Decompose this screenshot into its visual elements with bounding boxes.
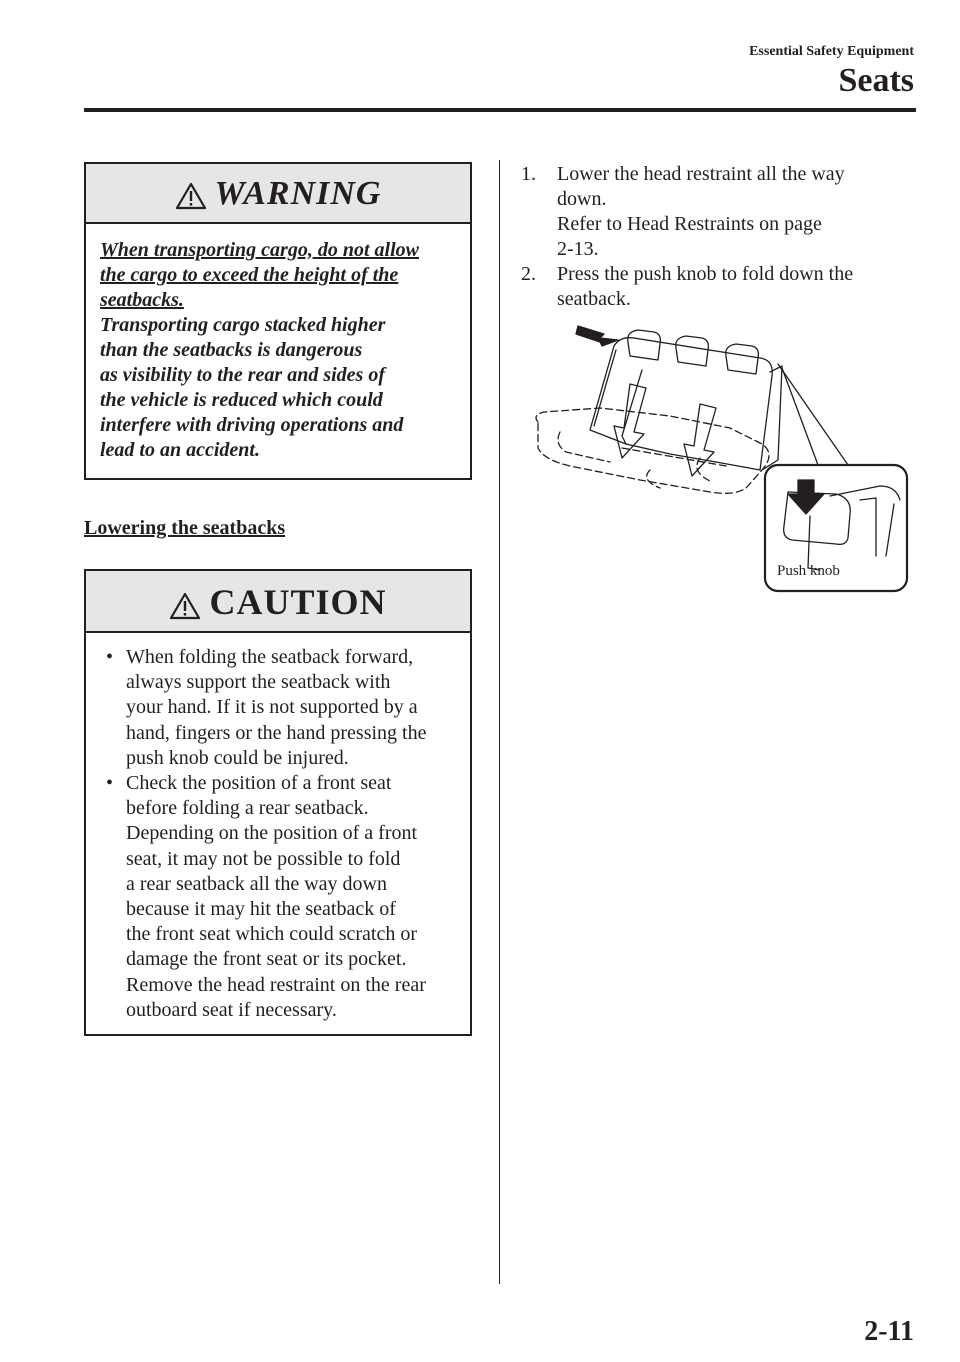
caution-item [94,771,464,1023]
step-line: Refer to Head Restraints on page [557,213,822,235]
step-line: Lower the head restraint all the way [557,163,845,185]
warning-line: interfere with driving operations and [100,414,404,436]
caution-line: Remove the head restraint on the rear [126,973,426,996]
column-divider [499,160,500,1284]
page-title: Seats [838,62,914,99]
step-line: 2-13. [557,238,599,260]
caution-line: before folding a rear seatback. [126,797,369,820]
bullet: • [106,772,114,795]
step-item [521,262,921,312]
procedure-steps [521,162,921,312]
warning-title: WARNING [214,175,382,212]
warning-line: than the seatbacks is dangerous [100,339,363,361]
warning-body [86,224,470,463]
caution-line: damage the front seat or its pocket. [126,948,407,971]
warning-header [86,164,470,224]
step-line: down. [557,188,607,210]
caution-header [86,571,470,633]
step-item [521,162,921,262]
header-section: Essential Safety Equipment [749,44,914,59]
warning-triangle-icon [175,182,207,210]
caution-line: Depending on the position of a front [126,822,418,845]
caution-line: a rear seatback all the way down [126,872,387,895]
warning-line: lead to an accident. [100,439,260,461]
push-knob-label: Push knob [777,563,840,579]
caution-line: because it may hit the seatback of [126,898,396,921]
caution-line: your hand. If it is not supported by a [126,696,418,719]
rear-seat-illustration [530,320,910,595]
warning-line: the vehicle is reduced which could [100,389,383,411]
step-number: 2. [521,263,536,285]
caution-item [94,645,464,771]
caution-title: CAUTION [209,582,387,622]
warning-line: Transporting cargo stacked higher [100,314,386,336]
caution-box [84,569,472,1036]
warning-line: the cargo to exceed the height of the [100,264,399,286]
warning-box [84,162,472,480]
warning-line: seatbacks. [100,289,184,311]
caution-line: push knob could be injured. [126,746,349,769]
warning-line: as visibility to the rear and sides of [100,364,385,386]
section-subheading: Lowering the seatbacks [84,517,286,539]
caution-line: seat, it may not be possible to fold [126,847,401,870]
bullet: • [106,646,114,668]
caution-line: the front seat which could scratch or [126,923,418,946]
warning-line: When transporting cargo, do not allow [100,239,419,261]
warning-triangle-icon [169,592,201,620]
page-number: 2-11 [864,1316,914,1347]
caution-line: Check the position of a front seat [126,772,392,795]
caution-body [86,633,470,1023]
step-line: Press the push knob to fold down the [557,263,854,285]
step-number: 1. [521,163,536,185]
caution-line: outboard seat if necessary. [126,998,337,1021]
step-line: seatback. [557,288,631,310]
caution-line: hand, fingers or the hand pressing the [126,721,427,744]
caution-line: When folding the seatback forward, [126,646,414,668]
caution-line: always support the seatback with [126,671,391,694]
header-rule [84,108,916,112]
